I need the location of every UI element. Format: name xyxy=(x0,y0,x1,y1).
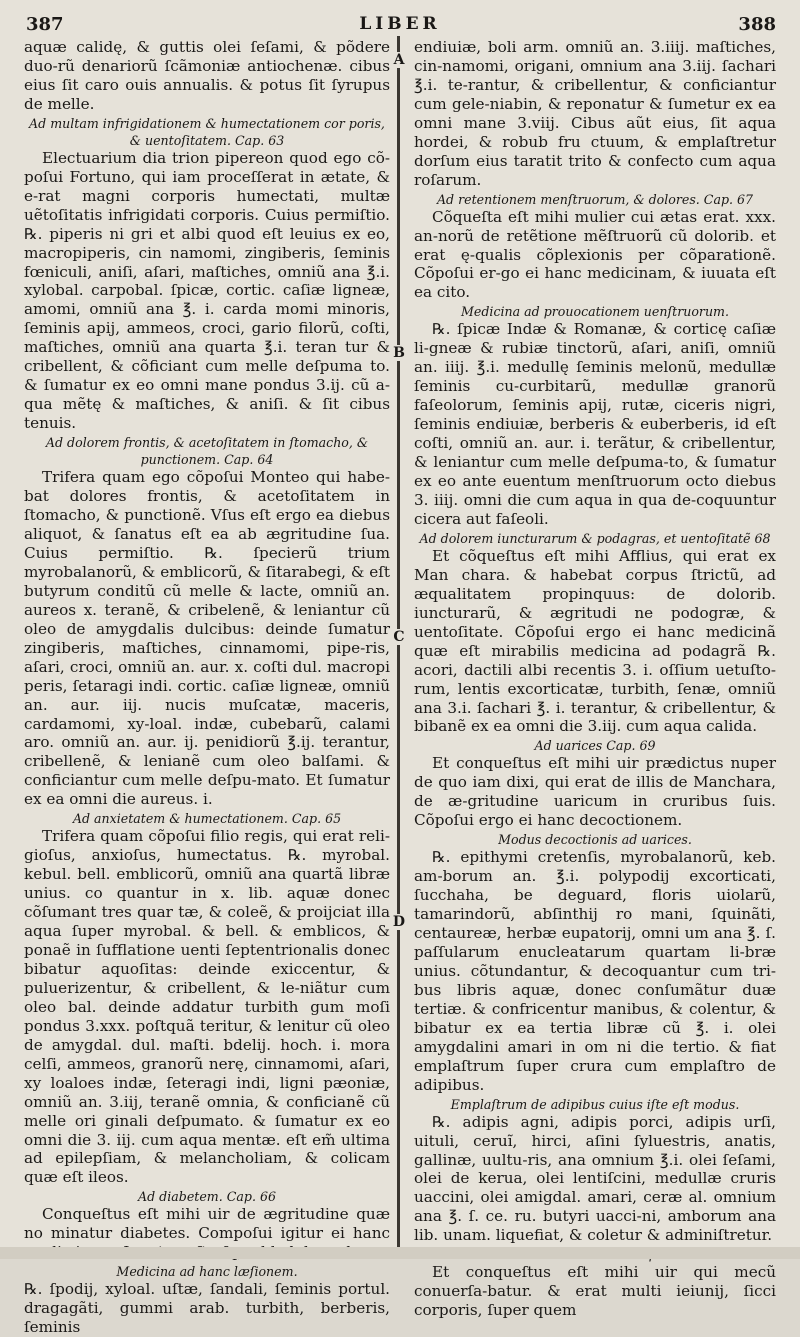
body-text: ℞. ſpodij, xyloal. uſtæ, ſandali, ſeminis portul. dragagãti, gummi arab. turbith, berberis, ſeminis xyxy=(24,1280,390,1337)
body-paragraph: Et cõqueſtus eſt mihi Afflius, qui erat ex Man chara. & habebat corpus ſtrictũ, ad æqualitatem propinquus: de dolorib. iuncturarũ, & ægritudi ne podogræ, & uentoſitate. Cõpoſui ergo ei hanc medicinã quæ eſt mirabilis medicina ad podagrã ℞. acori, dactili albi recentis 3. i. oſſium uetuſto-rum, lentis excorticatæ, turbith, ſenæ, omniũ ana 3.i. ſachari ℥. i. terantur, & cribellentur, & bibanẽ ex ea omni die 3.iij. cum aqua calida. xyxy=(414,546,776,736)
right-text-column xyxy=(414,38,776,1320)
body-paragraph: Et conqueſtus eſt mihi uir prædictus nuper de quo iam dixi, qui erat de illis de Manchara, de æ-gritudine uaricum in cruribus ſuis. Cõpoſui ergo ei hanc decoctionem. xyxy=(414,754,776,830)
body-paragraph: ℞. ſpicæ Indæ & Romanæ, & corticę caſiæ li-gneæ & rubiæ tinctorũ, aſari, aniſi, omniũ an. iiij. ℥.i. medullę ſeminis melonũ, medullæ ſeminis cu-curbitarũ, medullæ granorũ faſeolorum, ſeminis apij, rutæ, ciceris nigri, ſeminis endiuiæ, berberis & euberberis, id eſt coſti, omniũ an. aur. i. terãtur, & cribellentur, & leniantur cum melle deſpuma-to, & ſumatur ex eo ante euentum menſtruorum octo diebus 3. iiij. omni die cum aqua in qua de-coquuntur cicera aut faſeoli. xyxy=(414,320,776,528)
section-heading: Ad multam infrigidationem & humectationem cor poris, & uentoſitatem. Cap. 63 xyxy=(29,115,385,148)
page-number-left: 387 xyxy=(26,14,64,35)
margin-letter-b: B xyxy=(393,345,405,361)
section-heading: Modus decoctionis ad uarices. xyxy=(498,832,692,848)
body-paragraph: Et conqueſtus eſt mihi uir qui mecũ conuerſa-batur. & erat multi ieiunij, ſicci corporis, ſuper quem xyxy=(414,1263,776,1320)
body-text: endiuiæ, boli arm. omniũ an. 3.iiij. maſtiches, cin-namomi, origani, omnium ana 3.iij. ſachari ℥.i. te-rantur, & cribellentur, & conficiantur cum gele-niabin, & reponatur & ſumetur ex ea omni mane 3.viij. Cibus aũt eius, ſit aqua hordei, & robub fru ctuum, & emplaſtretur dorſum eius taratit trito & confecto cum aqua roſarum. xyxy=(414,38,776,189)
section-heading: Medicina ad hanc læſionem. xyxy=(116,1264,298,1280)
margin-letter-d: D xyxy=(392,914,406,930)
page-number-right: 388 xyxy=(738,14,776,35)
section-heading: Ad dolorem iuncturarum & podagras, et uentoſitatẽ 68 xyxy=(419,530,771,546)
body-text: aquæ calidę, & guttis olei ſeſami, & põdere duo-rũ denariorũ ſcãmoniæ antiochenæ. cibus eius ſit caro ouis annualis. & potus ſit ſyrupus de melle. xyxy=(24,38,390,113)
section-heading: Ad diabetem. Cap. 66 xyxy=(138,1189,276,1205)
left-text-column xyxy=(24,38,390,1337)
section-heading: Ad anxietatem & humectationem. Cap. 65 xyxy=(72,811,342,827)
section-heading: Emplaſtrum de adipibus cuius iſte eſt modus. xyxy=(450,1096,740,1112)
running-title: LIBER xyxy=(359,14,441,34)
body-paragraph: Cõqueſta eſt mihi mulier cui ætas erat. xxx. an-norũ de retẽtione mẽſtruorũ cũ dolorib. et erat ę-qualis cõplexionis per cõparationẽ. Cõpoſui er-go ei hanc medicinam, & iuuata eſt ea cito. xyxy=(414,207,776,302)
section-heading: Ad uarices Cap. 69 xyxy=(534,738,656,754)
section-heading: Ad retentionem menſtruorum, & dolores. Cap. 67 xyxy=(436,191,754,207)
column-rule xyxy=(397,36,400,1259)
body-paragraph: Trifera quam cõpoſui filio regis, qui erat reli-gioſus, anxioſus, humectatus. ℞. myrobal. kebul. bell. emblicorũ, omniũ ana quartã libræ unius. co quantur in x. lib. aquæ donec cõſumant tres quar tæ, & coleẽ, & proijciat illa aqua ſuper myrobal. & bell. & emblicos, & ponaẽ in ſufflatione uenti ſeptentrionalis donec bibatur aquoſitas: deinde exiccentur, & puluerizentur, & cribellent, & le-niãtur cum oleo bal. deinde addatur turbith gum moſi pondus 3.xxx. poſtquã teritur, & lenitur cũ oleo de amygdal. dul. maſti. bdelij. hoch. i. mora celſi, ammeos, granorũ nerę, cinnamomi, aſari, xy loaloes indæ, ſeteragi indi, ligni pæoniæ, omniũ an. 3.iij, teranẽ omnia, & conficianẽ cũ melle ori ginali deſpumato. & ſumatur ex eo omni die 3. iij. cum aqua mentæ. eſt em̃ ultima ad epilepſiam, & melancholiam, & colicam quæ eſt ileos. xyxy=(24,827,390,1187)
body-paragraph: Electuarium dia trion pipereon quod ego cõ-poſui Fortuno, qui iam proceſſerat in ætate, & e-rat magni corporis humectati, multæ uẽtoſitatis infrigidati corporis. Cuius permiſtio. ℞. piperis ni gri et albi quod eſt leuius ex eo, macropiperis, cin namomi, zingiberis, ſeminis fœniculi, aniſi, aſari, maſtiches, omniũ ana ℥.i. xylobal. carpobal. ſpicæ, cortic. caſiæ ligneæ, amomi, omniũ ana ℥. i. carda momi minoris, ſeminis apij, ammeos, croci, gario filorũ, coſti, maſtiches, omniũ ana quarta ℥.i. teran tur & cribellent, & cõficiant cum melle deſpuma to. & ſumatur ex eo omni mane pondus 3.ij. cũ a-qua mẽtę & maſtiches, & aniſi. & ſit cibus tenuis. xyxy=(24,148,390,433)
running-header xyxy=(0,0,800,40)
margin-letter-a: A xyxy=(393,52,405,68)
body-paragraph: Trifera quam ego cõpoſui Monteo qui habe-bat dolores frontis, & acetoſitatem in ſtomacho, & punctionẽ. Vſus eſt ergo ea diebus aliquot, & ſanatus eſt ea ab ægritudine ſua. Cuius permiſtio. ℞. ſpecierũ trium myrobalanorũ, & emblicorũ, & ſitarabegi, & eſt butyrum conditũ cũ melle & lacte, omniũ an. aureos x. teranẽ, & cribelenẽ, & leniantur cũ oleo de amygdalis dulcibus: deinde ſumatur zingiberis, maſtiches, cinnamomi, pipe-ris, aſari, croci, omniũ an. aur. x. coſti dul. macropi peris, ſetaragi indi. cortic. caſiæ ligneæ, omniũ an. aur. iij. nucis muſcatæ, maceris, cardamomi, xy-loal. indæ, cubebarũ, calami aro. omniũ an. aur. ij. penidiorũ ℥.ij. terantur, cribellenẽ, & lenianẽ cum oleo balſami. & conficiantur cum melle deſpu-mato. Et ſumatur ex ea omni die aureus. i. xyxy=(24,468,390,809)
body-paragraph: ℞. adipis agni, adipis porci, adipis urſi, uituli, ceruĩ, hirci, aſini ſyluestris, anatis, gallinæ, uultu-ris, ana omnium ℥.i. olei ſeſami, olei de kerua, olei lentiſcini, medullæ cruris uaccini, olei amigdal. amari, ceræ al. omnium ana ℥. ſ. ce. ru. butyri uacci-ni, amborum ana lib. unam. liquefiat, & coletur & adminiſtretur. xyxy=(414,1112,776,1245)
section-heading: Ad dolorem frontis, & acetoſitatem in ſtomacho, & punctionem. Cap. 64 xyxy=(45,435,369,468)
body-paragraph: Conqueſtus eſt mihi uir de ægritudine quæ no minatur diabetes. Compoſui igitur ei hanc xyxy=(24,1205,390,1243)
section-heading: Medicina ad prouocationem uenſtruorum. xyxy=(461,304,729,320)
margin-letter-c: C xyxy=(393,629,405,645)
body-paragraph: ℞. epithymi cretenſis, myrobalanorũ, keb. am-borum an. ℥.i. polypodij excorticati, ſucchaha, be deguard, floris uiolarũ, tamarindorũ, abſinthij ro mani, ſquinãti, centaureæ, herbæ eupatorij, omni um ana ℥. ſ. paſſularum enucleatarum quartam li-bræ unius. cõtundantur, & decoquantur cum tri-bus libris aquæ, donec conſumãtur duæ tertiæ. & confricentur manibus, & colentur, & bibatur ex ea tertia libræ cũ ℥. i. olei amygdalini amari in om ni die tertio. & fiat emplaſtrum ſuper crura cum emplaſtro de adipibus. xyxy=(414,848,776,1094)
page-bottom-edge xyxy=(0,1247,800,1259)
